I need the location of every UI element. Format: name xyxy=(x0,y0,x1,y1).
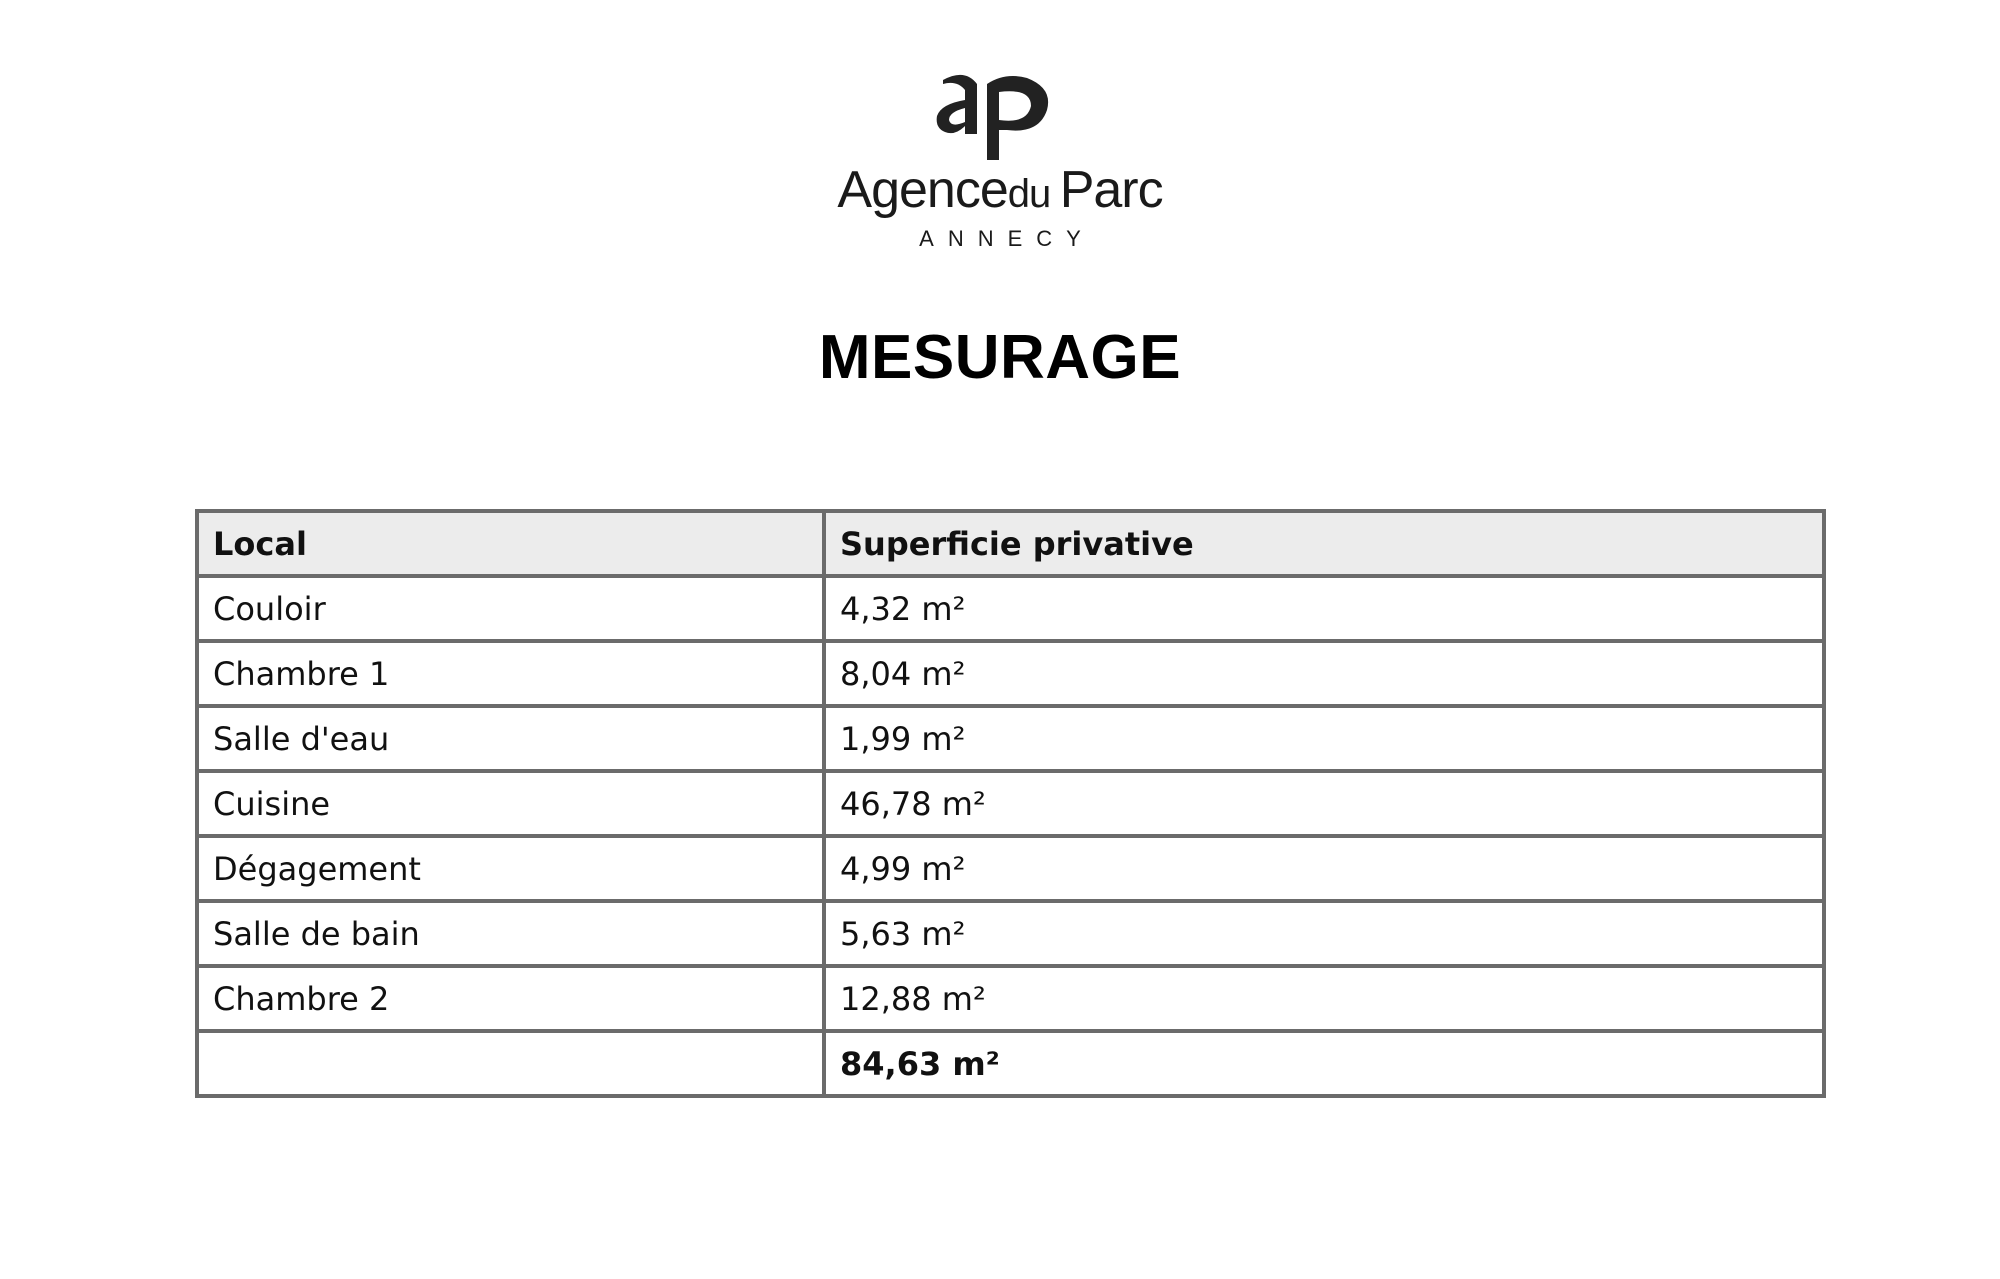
room-surface-cell: 1,99 m² xyxy=(824,706,1824,771)
table-row xyxy=(197,576,1824,641)
total-label-cell xyxy=(197,1031,824,1096)
room-name-cell: Couloir xyxy=(197,576,824,641)
table-header-row xyxy=(197,511,1824,576)
room-surface-cell: 46,78 m² xyxy=(824,771,1824,836)
table-row xyxy=(197,901,1824,966)
room-name-cell: Chambre 1 xyxy=(197,641,824,706)
measurement-table xyxy=(195,509,1826,1098)
table-row xyxy=(197,706,1824,771)
room-name-cell: Chambre 2 xyxy=(197,966,824,1031)
room-name-cell: Salle d'eau xyxy=(197,706,824,771)
room-surface-cell: 8,04 m² xyxy=(824,641,1824,706)
total-surface-cell: 84,63 m² xyxy=(824,1031,1824,1096)
room-surface-cell: 12,88 m² xyxy=(824,966,1824,1031)
room-name-cell: Dégagement xyxy=(197,836,824,901)
total-row xyxy=(197,1031,1824,1096)
room-name-cell: Cuisine xyxy=(197,771,824,836)
page-title: MESURAGE xyxy=(818,323,1182,392)
logo-name-part3: Parc xyxy=(1059,161,1163,219)
logo-name-part2: du xyxy=(1007,172,1051,216)
column-header-local: Local xyxy=(197,511,824,576)
room-surface-cell: 4,99 m² xyxy=(824,836,1824,901)
table-row xyxy=(197,771,1824,836)
room-name-cell: Salle de bain xyxy=(197,901,824,966)
column-header-surface: Superficie privative xyxy=(824,511,1824,576)
agency-logo-mark xyxy=(935,70,1065,160)
table-row xyxy=(197,641,1824,706)
room-surface-cell: 5,63 m² xyxy=(824,901,1824,966)
agency-logo-name xyxy=(837,161,1163,219)
table-row xyxy=(197,836,1824,901)
agency-logo xyxy=(0,70,2000,252)
table-row xyxy=(197,966,1824,1031)
agency-logo-subtitle: ANNECY xyxy=(919,226,1095,251)
logo-name-part1: Agence xyxy=(837,161,1008,219)
room-surface-cell: 4,32 m² xyxy=(824,576,1824,641)
